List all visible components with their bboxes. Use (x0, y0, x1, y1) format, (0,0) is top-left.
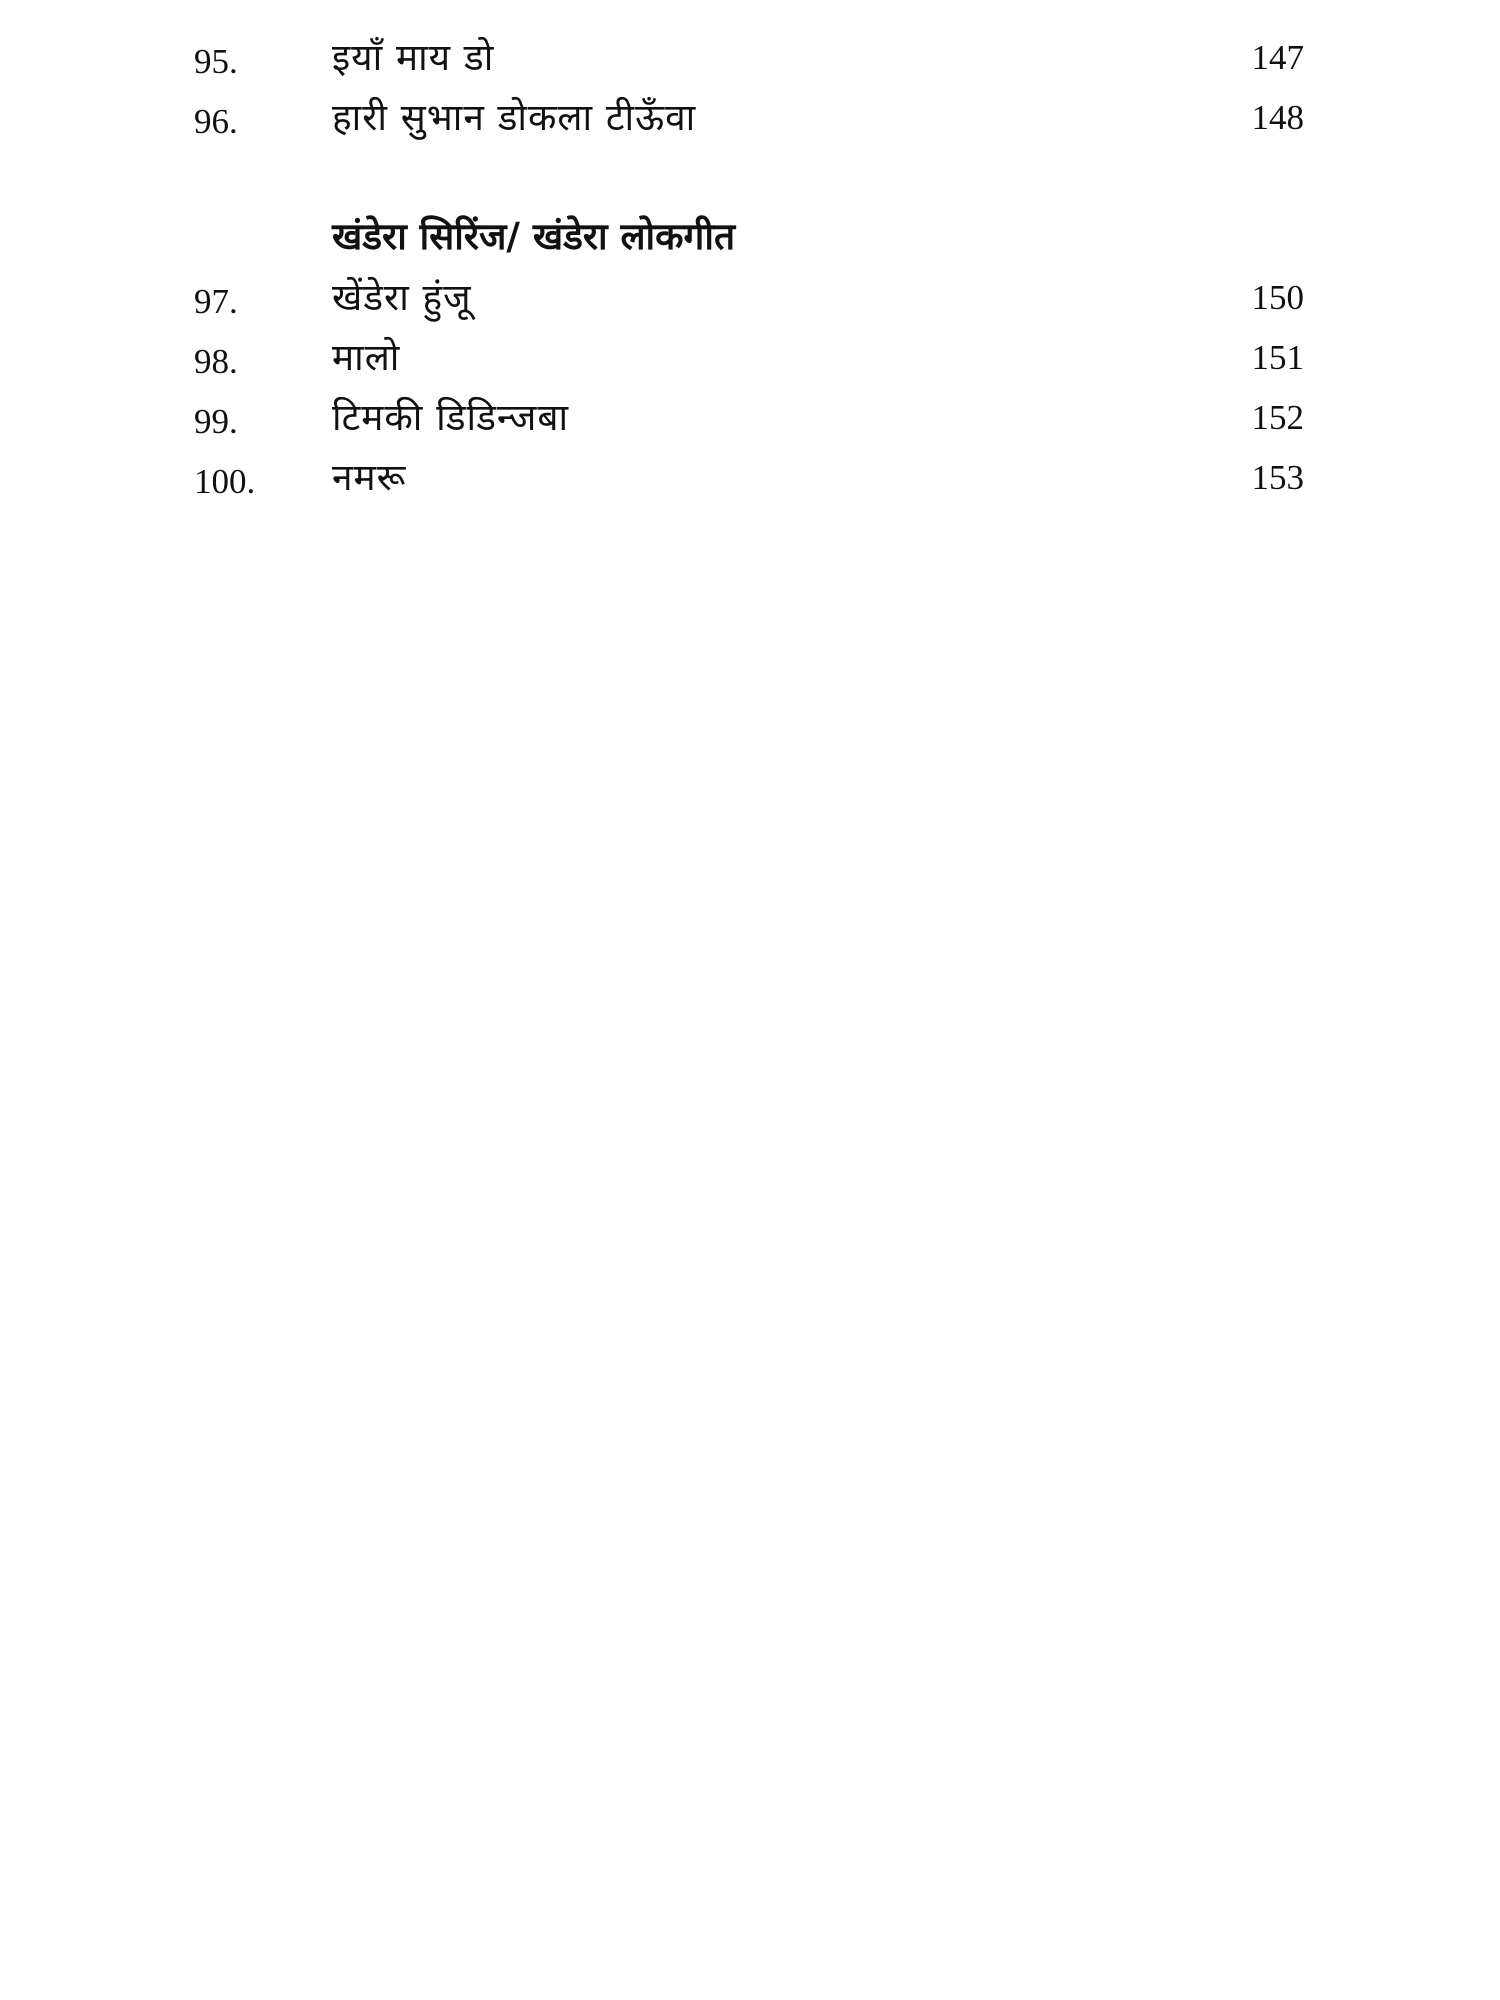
entry-number: 96. (194, 102, 238, 141)
entry-number: 99. (194, 402, 238, 441)
section-heading: खंडेरा सिरिंज/ खंडेरा लोकगीत (332, 215, 736, 258)
toc-entry-95 (0, 30, 1500, 90)
entry-page-number: 152 (1251, 398, 1304, 437)
entry-title: इयाँ माय डो (332, 36, 495, 79)
entry-title: टिमकी डिडिन्जबा (332, 396, 570, 439)
entry-number: 95. (194, 42, 238, 81)
entry-number: 98. (194, 342, 238, 381)
toc-entry-98 (0, 330, 1500, 390)
toc-entry-96 (0, 90, 1500, 150)
toc-entry-99 (0, 390, 1500, 450)
entry-title: खेंडेरा हुंजू (332, 276, 472, 319)
entry-title: नमरू (332, 456, 407, 499)
toc-entry-97 (0, 270, 1500, 330)
entry-page-number: 153 (1251, 458, 1304, 497)
entry-title: हारी सुभान डोकला टीऊँवा (332, 96, 697, 139)
entry-number: 100. (194, 462, 256, 501)
entry-page-number: 150 (1251, 278, 1304, 317)
entry-number: 97. (194, 282, 238, 321)
toc-entry-100 (0, 450, 1500, 510)
entry-page-number: 147 (1251, 38, 1304, 77)
entry-page-number: 151 (1251, 338, 1304, 377)
entry-title: मालो (332, 336, 401, 379)
entry-page-number: 148 (1251, 98, 1304, 137)
